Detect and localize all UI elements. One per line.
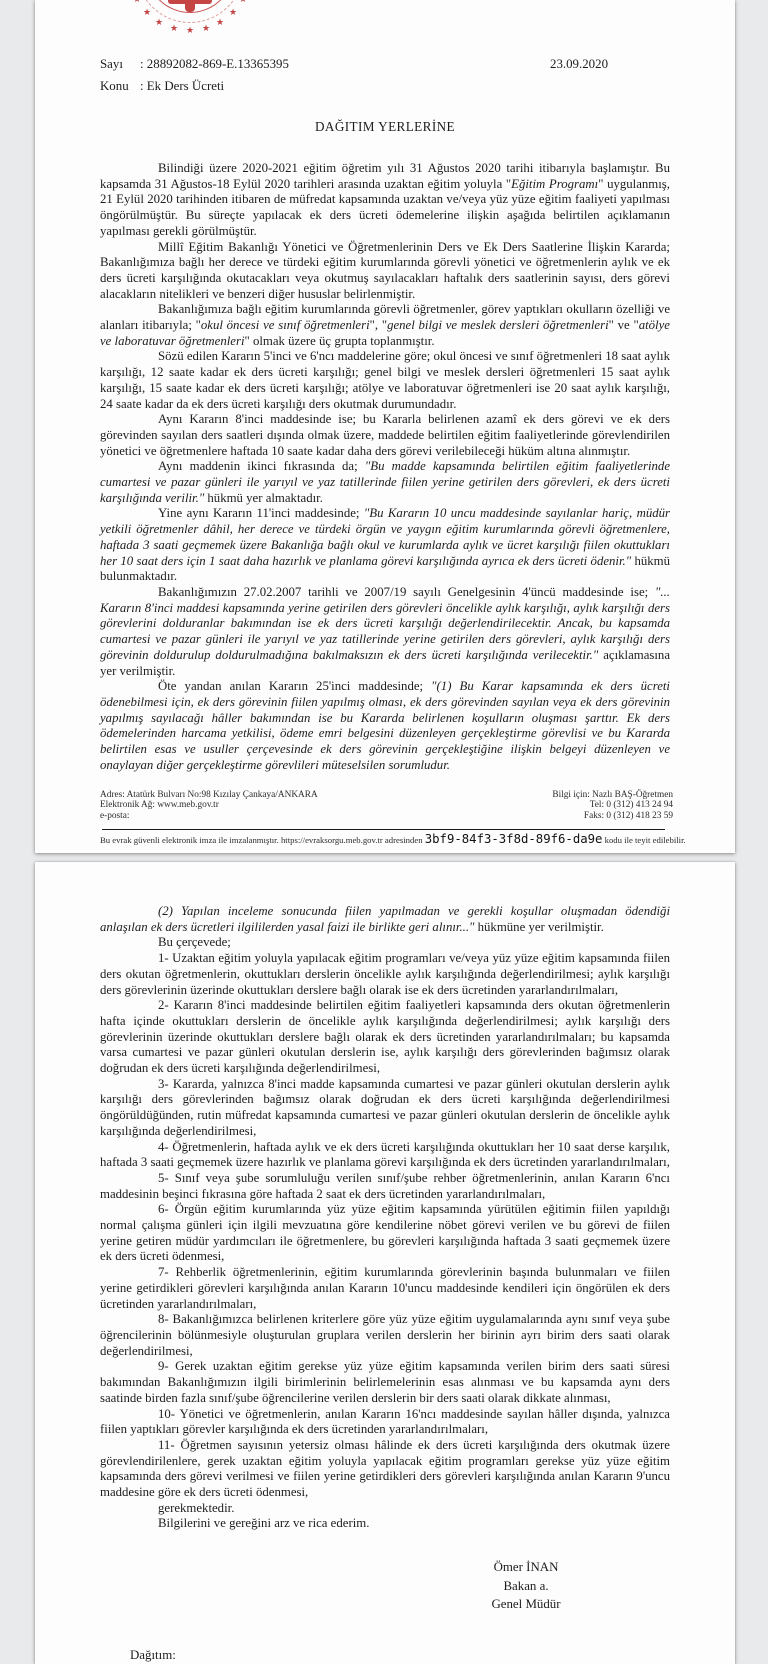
text-run: ", " <box>369 318 388 333</box>
letter-body-page1 <box>100 161 670 773</box>
footer-address-line: Elektronik Ağ: www.meb.gov.tr <box>100 800 219 811</box>
signatory-role: Genel Müdür <box>491 1597 561 1612</box>
text-run: 1- Uzaktan eğitim yoluyla yapılacak eğitim programları ve/veya yüz yüze eğitim kapsamında fiilen ders okutan öğretmenlerin, okuttukları derslerin öncelikle aylık karşılığında değerlendirilmesi; aylık karşılığı ders görevlerinin üzerinde okuttukları derslere bağlı olarak ise ek ders ücretinden yararlandırılmaları, <box>100 951 670 997</box>
text-run: 2- Kararın 8'inci maddesinde belirtilen eğitim faaliyetleri kapsamında ders okutan öğretmenlerin hafta içinde okuttukları derslerin de öncelikle aylık karşılığında değerlendirilmesi; aylık karşılığı ders görevlerinin üzerinde okuttukları derslere bağlı olarak ek ders ücretinden yararlandırılmaları; bu kapsamda varsa cumartesi ve pazar günleri okutulan derslerin ise, aylık karşılığı ders görevlerinden bağımsız olarak doğrudan ek ders ücreti karşılığında değerlendirilmesi, <box>100 998 670 1076</box>
paragraph <box>100 951 670 998</box>
document-meta <box>100 0 670 97</box>
paragraph <box>100 161 670 240</box>
text-run: Bakanlığımıza bağlı eğitim kurumlarında görevli öğretmenler, görev yaptıkları okulların özelliği ve alanları itibarıyla; " <box>100 302 670 333</box>
quoted-text-run: Eğitim Programı <box>511 176 599 191</box>
text-run: Bilindiği üzere 2020-2021 eğitim öğretim yılı 31 Ağustos 2020 tarihi itibarıyla başlamıştır. Bu kapsamda 31 Ağustos-18 Eylül 2020 tarihleri arasında uzaktan eğitim yoluyla " <box>100 161 670 191</box>
paragraph <box>100 302 670 349</box>
paragraph <box>100 412 670 459</box>
quoted-text-run: (2) Yapılan inceleme sonucunda fiilen yapılmadan ve gerekli koşullar oluşmadan ödendiği anlaşılan ek ders ücretleri ilgililerden yasal faizi ile birlikte geri alınır..." <box>100 904 670 934</box>
footer-divider <box>102 829 665 830</box>
page1-footer <box>100 789 686 846</box>
addressee-line: DAĞITIM YERLERİNE <box>315 119 455 134</box>
quoted-text-run: genel bilgi ve meslek dersleri öğretmenleri <box>387 318 609 333</box>
text-run: gerekmektedir. <box>158 1500 235 1515</box>
text-run: 4- Öğretmenlerin, haftada aylık ve ek ders ücreti karşılığında okuttukları her 10 saat derse karşılık, haftada 3 saati geçmemek üzere hazırlık ve planlama görevi karşılığında ek ders ücretinden yararlandırılmaları, <box>100 1139 670 1170</box>
konu-value: : Ek Ders Ücreti <box>140 79 225 93</box>
text-run: Bilgilerini ve gereğini arz ve rica ederim. <box>158 1516 370 1531</box>
text-run: hükmüne yer verilmiştir. <box>474 919 604 934</box>
footer-address-line: e-posta: <box>100 811 130 822</box>
paragraph <box>100 998 670 1077</box>
letter-page-2 <box>35 862 735 1664</box>
paragraph <box>100 349 670 412</box>
paragraph <box>100 240 670 303</box>
footer-address-line: Adres: Atatürk Bulvarı No:98 Kızılay Çankaya/ANKARA <box>100 789 318 800</box>
paragraph <box>100 1312 670 1359</box>
paragraph <box>100 1140 670 1171</box>
signatory-name: Ömer İNAN <box>493 1560 559 1575</box>
text-run: Aynı maddenin ikinci fıkrasında da; <box>158 459 365 474</box>
quoted-text-run: atölye ve laboratuvar öğretmenleri <box>100 318 670 348</box>
text-run: " olmak üzere üç grupta toplanmıştır. <box>244 333 435 348</box>
text-run: Bu çerçevede; <box>158 935 231 950</box>
letter-page-1 <box>35 0 735 853</box>
text-run: Millî Eğitim Bakanlığı Yönetici ve Öğretmenlerinin Ders ve Ek Ders Saatlerine İlişkin Kararda; Bakanlığımıza bağlı her derece ve türdeki eğitim kurumlarında görevli yönetici ve öğretmenlerin aylık ve ek ders ücreti karşılığında okutacakları veya okutmuş sayılacakları haftalık ders saatlerinin sayısı, ders görevi alacakların nitelikleri ve benzeri diğer hususlar belirlenmiştir. <box>100 239 670 301</box>
text-run: 9- Gerek uzaktan eğitim gerekse yüz yüze eğitim kapsamında verilen birim ders saati süresi bakımından Bakanlığımızın ilgili birimlerinin belirlemelerinin esas alınması ve bu kapsamda aynı ders saatinde birden fazla sınıf/şube öğrencilerine verilen derslerin bir ders saati olarak dikkate alınması, <box>100 1359 670 1405</box>
text-run: Aynı Kararın 8'inci maddesinde ise; bu Kararla belirlenen azamî ek ders görevi ve ek ders görevinden sayılan ders saatleri dışında olmak üzere, maddede belirtilen eğitim faaliyetlerinde görevlendirilen yönetici ve öğretmenlere haftada 10 saate kadar daha ders görevi verilebileceği hüküm altına alınmıştır. <box>100 412 670 458</box>
verification-line <box>100 832 686 846</box>
footer-contact-block <box>552 790 673 822</box>
paragraph <box>100 506 670 585</box>
paragraph <box>100 904 670 935</box>
text-run: 11- Öğretmen sayısının yetersiz olması hâlinde ek ders ücreti karşılığında ders okutmak üzere görevlendirilenlere, gerek uzaktan eğitim yoluyla yapılacak eğitim programları gerekse yüz yüze eğitim kapsamında ders görevi verilmesi ve fiilen yerine getirdikleri ders görevleri karşılığında anılan Kararın 9'uncu maddesine göre ek ders ücreti ödenmesi, <box>100 1437 670 1500</box>
quoted-text-run: "Bu madde kapsamında belirtilen eğitim faaliyetlerinde cumartesi ve pazar günleri ile yarıyıl ve yaz tatillerinde fiilen yerine getirilen ders görevleri, ek ders ücreti karşılığında verilir." <box>100 459 670 505</box>
paragraph <box>100 1077 670 1140</box>
text-run: Sözü edilen Kararın 5'inci ve 6'ncı maddelerine göre; okul öncesi ve sınıf öğretmenleri 18 saat aylık karşılığı, 12 saate kadar ek ders ücreti karşılığı; genel bilgi ve meslek dersleri öğretmenleri 15 saat aylık karşılığı, 15 saate kadar ek ders ücreti karşılığı; atölye ve laboratuvar öğretmenleri ise 20 saat aylık karşılığı, 24 saate kadar da ek ders ücreti karşılığı ders okutmak durumundadır. <box>100 349 670 411</box>
verification-code: 3bf9-84f3-3f8d-89f6-da9e <box>424 832 603 846</box>
footer-columns <box>100 790 673 822</box>
footer-contact-line: Bilgi için: Nazlı BAŞ-Öğretmen <box>552 789 673 800</box>
text-run: 8- Bakanlığımızca belirlenen kriterlere göre yüz yüze eğitim uygulamalarında aynı sınıf veya şube öğrencilerinin bölünmesiyle oluşturulan gruplara verilen derslerin her birinin ayrı birim ders saati olarak değerlendirilmesi, <box>100 1312 670 1358</box>
text-run: Yine aynı Kararın 11'inci maddesinde; <box>158 506 364 521</box>
text-run: Bakanlığımızın 27.02.2007 tarihli ve 2007/19 sayılı Genelgesinin 4'üncü maddesinde ise; <box>158 584 656 599</box>
text-run: hükmü bulunmaktadır. <box>100 553 670 584</box>
text-run: 6- Örgün eğitim kurumlarında yüz yüze eğitim kapsamında yürütülen eğitimin fiilen yapıldığı normal çalışma günleri için ilgili mevzuatına göre kendilerine nöbet görevi verilen ve bu görevi de fiilen yerine getiren müdür yardımcıları ile öğretmenlere, bu görevleri karşılığında haftada 3 saati geçmemek üzere ek ders ücreti ödenmesi, <box>100 1202 670 1264</box>
quoted-text-run: "Bu Kararın 10 uncu maddesinde sayılanlar hariç, müdür yetkili öğretmenler dâhil, her derece ve türdeki örgün ve yaygın eğitim kurumlarında görevli öğretmenlere, haftada 3 saati geçmemek üzere Bakanlığa bağlı okul ve kurumlarda aylık ve ücret karşılığı fiilen okuttukları her 10 saat ders için 1 saat daha hazırlık ve planlama görevi karşılığında ayrıca ek ders ücreti ödenir." <box>100 506 670 568</box>
text-run: 10- Yönetici ve öğretmenlerin, anılan Kararın 16'ncı maddesinde sayılan hâller dışında, yalnızca fiilen yaptıkları görevler karşılığında ek ders ücretinden yararlandırılmaları, <box>100 1406 670 1437</box>
signatory-title: Bakan a. <box>503 1578 549 1593</box>
document-date: 23.09.2020 <box>550 57 609 71</box>
footer-address-block <box>100 790 318 822</box>
paragraph <box>100 459 670 506</box>
text-run: " ve " <box>608 318 639 333</box>
paragraph <box>100 1202 670 1265</box>
verification-prefix: Bu evrak güvenli elektronik imza ile imzalanmıştır. https://evraksorgu.meb.gov.tr adresinden <box>100 835 425 845</box>
signature-block <box>445 1558 607 1614</box>
quoted-text-run: "(1) Bu Karar kapsamında ek ders ücreti ödenebilmesi için, ek ders görevinin fiilen yapılmış olması, ek ders görevinden sayılan veya ek ders görevinin yapılmış sayılacağı hâller bakımından ise bu Kararda belirlenen koşulların oluşması şarttır. Ek ders ödemelerinden harcama yetkilisi, ödeme emri belgesini düzenleyen gerçekleştirme görevlisi ve bu Kararda belirtilen esas ve usuller çerçevesinde ek ders görevinin gerçekleştiğine ilişkin belgeyi düzenleyen ve onaylayan diğer gerçekleştirme görevlileri müteselsilen sorumludur. <box>100 679 670 772</box>
paragraph <box>100 1359 670 1406</box>
paragraph <box>100 1438 670 1501</box>
konu-label: Konu <box>100 79 129 93</box>
text-run: 5- Sınıf veya şube sorumluluğu verilen sınıf/şube rehber öğretmenlerinin, anılan Kararın 6'ncı maddesinin beşinci fıkrasına göre haftada 2 saat ek ders ücretinden yararlandırılmaları, <box>100 1170 670 1201</box>
text-run: açıklamasına yer verilmiştir. <box>100 647 671 678</box>
text-run: 7- Rehberlik öğretmenlerinin, eğitim kurumlarında görevlerinin başında bulunmaları ve fiilen yerine getirdikleri görevleri karşılığında anılan Kararın 10'uncu maddesinde kendileri için öngörülen ek ders ücretinden yararlandırılmaları, <box>100 1265 670 1311</box>
text-run: 3- Kararda, yalnızca 8'inci madde kapsamında cumartesi ve pazar günleri okutulan derslerin aylık karşılığı ders görevlerinden bağımsız olarak doğrudan ek ders ücreti karşılığında değerlendirilmesi öngörüldüğünden, rutin müfredat kapsamında cumartesi ve pazar günleri okutulan derslerin de öncelikle aylık karşılığında değerlendirilmesi, <box>100 1076 670 1138</box>
distribution-label: Dağıtım: <box>130 1647 176 1662</box>
footer-contact-line: Tel: 0 (312) 413 24 94 <box>589 800 673 811</box>
letter-body-page2 <box>100 904 670 1532</box>
text-run: Öte yandan anılan Kararın 25'inci maddesinde; <box>158 679 432 694</box>
sayi-value: : 28892082-869-E.13365395 <box>140 57 289 71</box>
paragraph <box>100 585 670 679</box>
paragraph <box>100 1516 670 1532</box>
konu-row <box>100 75 670 97</box>
paragraph <box>100 1501 670 1517</box>
paragraph <box>100 935 670 951</box>
paragraph <box>100 1265 670 1312</box>
paragraph <box>100 1407 670 1438</box>
text-run: " uygulanmış, 21 Eylül 2020 tarihinden itibaren de müfredat kapsamında uzaktan ve/veya yüz yüze eğitim faaliyeti yapılması öngörülmüştür. Bu süreçte yapılacak ek ders ücreti ödemelerine ilişkin aşağıda belirtilen açıklamanın yapılması gerekli görülmüştür. <box>100 176 670 238</box>
quoted-text-run: okul öncesi ve sınıf öğretmenleri <box>200 318 370 333</box>
sayi-label: Sayı <box>100 57 123 71</box>
quoted-text-run: "... Kararın 8'inci maddesi kapsamında yerine getirilen ders görevleri öncelikle aylık karşılığı, aylık karşılığı ders görevlerini dolduranlar bakımından ise ek ders ücreti karşılığı değerlendirilecektir. Ancak, bu kapsamda cumartesi ve pazar günleri ile yarıyıl ve yaz tatillerinde yerine getirilen ders görevleri, aylık karşılığı ders görevinin doldurulup doldurulmadığına bakılmaksızın ek ders ücreti karşılığında verilecektir." <box>100 584 670 662</box>
footer-contact-line: Faks: 0 (312) 418 23 59 <box>583 811 673 822</box>
paragraph <box>100 679 670 773</box>
text-run: hükmü yer almaktadır. <box>204 490 323 505</box>
paragraph <box>100 1171 670 1202</box>
verification-suffix: kodu ile teyit edilebilir. <box>602 835 686 845</box>
